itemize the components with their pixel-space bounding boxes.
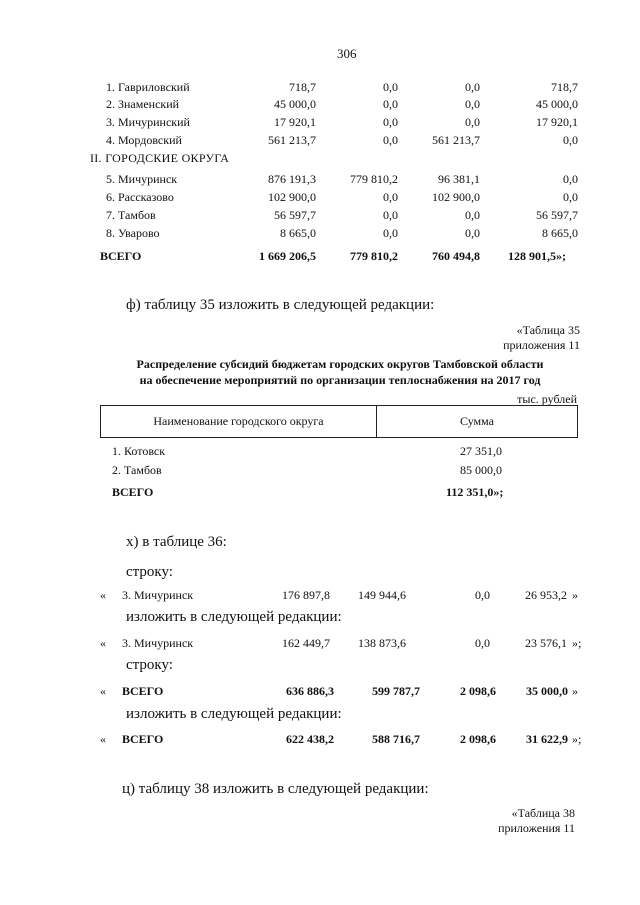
table36-row-name: 3. Мичуринск bbox=[122, 636, 194, 650]
table1-cell: 0,0 bbox=[465, 208, 480, 222]
table1-cell: 0,0 bbox=[383, 97, 398, 111]
table36-line: изложить в следующей редакции: bbox=[126, 706, 342, 722]
table36-cell: 2 098,6 bbox=[460, 732, 496, 746]
table35-ref-line2: приложения 11 bbox=[503, 338, 580, 352]
table1-cell: 8 665,0 bbox=[280, 226, 316, 240]
table35-row-name: 1. Котовск bbox=[112, 444, 166, 458]
table1-cell: 0,0 bbox=[563, 172, 578, 186]
table36-cell: 2 098,6 bbox=[460, 684, 496, 698]
open-quote: « bbox=[100, 588, 106, 602]
table1-total-cell: 128 901,5»; bbox=[508, 249, 566, 263]
table1-cell: 0,0 bbox=[563, 133, 578, 147]
table36-cell: 0,0 bbox=[475, 636, 490, 650]
item-c: ц) таблицу 38 изложить в следующей редакции: bbox=[122, 781, 429, 797]
table36-cell: 0,0 bbox=[475, 588, 490, 602]
table1-cell: 102 900,0 bbox=[268, 190, 316, 204]
table35-row-sum: 27 351,0 bbox=[460, 444, 502, 458]
table36-cell: 35 000,0 bbox=[526, 684, 568, 698]
table1-cell: 0,0 bbox=[383, 80, 398, 94]
table35-col-sum: Сумма bbox=[377, 406, 578, 438]
close-quote: »; bbox=[572, 732, 582, 746]
table1-cell: 0,0 bbox=[465, 115, 480, 129]
table35-col-name: Наименование городского округа bbox=[101, 406, 377, 438]
table38-ref-line2: приложения 11 bbox=[498, 821, 575, 835]
table36-line: строку: bbox=[126, 564, 173, 580]
table1-row-name: 4. Мордовский bbox=[106, 133, 182, 147]
table1-cell: 718,7 bbox=[551, 80, 578, 94]
table35-row-name: 2. Тамбов bbox=[112, 463, 162, 477]
table1-cell: 0,0 bbox=[383, 190, 398, 204]
table36-cell: 162 449,7 bbox=[282, 636, 330, 650]
item-f: ф) таблицу 35 изложить в следующей редакции: bbox=[126, 297, 435, 313]
table1-cell: 0,0 bbox=[383, 133, 398, 147]
open-quote: « bbox=[100, 636, 106, 650]
table1-cell: 0,0 bbox=[465, 226, 480, 240]
table36-cell: 588 716,7 bbox=[372, 732, 420, 746]
table1-row-name: 2. Знаменский bbox=[106, 97, 180, 111]
table1-cell: 0,0 bbox=[383, 115, 398, 129]
table36-cell: 176 897,8 bbox=[282, 588, 330, 602]
table1-cell: 96 381,1 bbox=[438, 172, 480, 186]
table1-cell: 45 000,0 bbox=[536, 97, 578, 111]
table35-total-label: ВСЕГО bbox=[112, 485, 154, 499]
table1-cell: 561 213,7 bbox=[268, 133, 316, 147]
table1-cell: 102 900,0 bbox=[432, 190, 480, 204]
table1-cell: 17 920,1 bbox=[536, 115, 578, 129]
table1-row-name: 5. Мичуринск bbox=[106, 172, 178, 186]
table36-row-name: ВСЕГО bbox=[122, 684, 164, 698]
table1-cell: 8 665,0 bbox=[542, 226, 578, 240]
table36-cell: 31 622,9 bbox=[526, 732, 568, 746]
table36-row-name: 3. Мичуринск bbox=[122, 588, 194, 602]
table1-cell: 0,0 bbox=[465, 97, 480, 111]
table1-cell: 718,7 bbox=[289, 80, 316, 94]
table1-cell: 56 597,7 bbox=[536, 208, 578, 222]
close-quote: » bbox=[572, 588, 578, 602]
table1-cell: 0,0 bbox=[563, 190, 578, 204]
table36-line: строку: bbox=[126, 657, 173, 673]
close-quote: » bbox=[572, 684, 578, 698]
table1-row-name: 7. Тамбов bbox=[106, 208, 156, 222]
table36-cell: 622 438,2 bbox=[286, 732, 334, 746]
table1-cell: 45 000,0 bbox=[274, 97, 316, 111]
table36-line: изложить в следующей редакции: bbox=[126, 609, 342, 625]
table1-row-name: 6. Рассказово bbox=[106, 190, 174, 204]
table1-cell: 17 920,1 bbox=[274, 115, 316, 129]
table1-cell: 561 213,7 bbox=[432, 133, 480, 147]
table1-cell: 0,0 bbox=[465, 80, 480, 94]
table35-title-line2: на обеспечение мероприятий по организации теплоснабжения на 2017 год bbox=[139, 373, 541, 387]
table35-row-sum: 85 000,0 bbox=[460, 463, 502, 477]
table35-total-sum: 112 351,0»; bbox=[446, 485, 504, 499]
open-quote: « bbox=[100, 732, 106, 746]
table36-row-name: ВСЕГО bbox=[122, 732, 164, 746]
table1-cell: 779 810,2 bbox=[350, 172, 398, 186]
close-quote: »; bbox=[572, 636, 582, 650]
table36-cell: 636 886,3 bbox=[286, 684, 334, 698]
table35-units: тыс. рублей bbox=[517, 392, 577, 406]
table1-row-name: 8. Уварово bbox=[106, 226, 160, 240]
table35-header bbox=[100, 405, 578, 438]
table1-cell: 56 597,7 bbox=[274, 208, 316, 222]
page-number: 306 bbox=[337, 46, 357, 61]
table35-title-line1: Распределение субсидий бюджетам городских округов Тамбовской области bbox=[136, 357, 544, 371]
table38-ref-line1: «Таблица 38 bbox=[511, 806, 575, 820]
table1-cell: 876 191,3 bbox=[268, 172, 316, 186]
table1-total-label: ВСЕГО bbox=[100, 249, 142, 263]
table35-ref-line1: «Таблица 35 bbox=[516, 323, 580, 337]
table36-cell: 599 787,7 bbox=[372, 684, 420, 698]
item-x: х) в таблице 36: bbox=[126, 534, 227, 550]
table36-cell: 138 873,6 bbox=[358, 636, 406, 650]
table36-cell: 149 944,6 bbox=[358, 588, 406, 602]
table1-section-heading: II. ГОРОДСКИЕ ОКРУГА bbox=[90, 151, 230, 165]
table36-cell: 26 953,2 bbox=[525, 588, 567, 602]
table1-total-cell: 760 494,8 bbox=[432, 249, 480, 263]
table1-row-name: 1. Гавриловский bbox=[106, 80, 190, 94]
table1-row-name: 3. Мичуринский bbox=[106, 115, 190, 129]
table1-cell: 0,0 bbox=[383, 226, 398, 240]
open-quote: « bbox=[100, 684, 106, 698]
table36-cell: 23 576,1 bbox=[525, 636, 567, 650]
table1-cell: 0,0 bbox=[383, 208, 398, 222]
table1-total-cell: 1 669 206,5 bbox=[259, 249, 316, 263]
table1-total-cell: 779 810,2 bbox=[350, 249, 398, 263]
